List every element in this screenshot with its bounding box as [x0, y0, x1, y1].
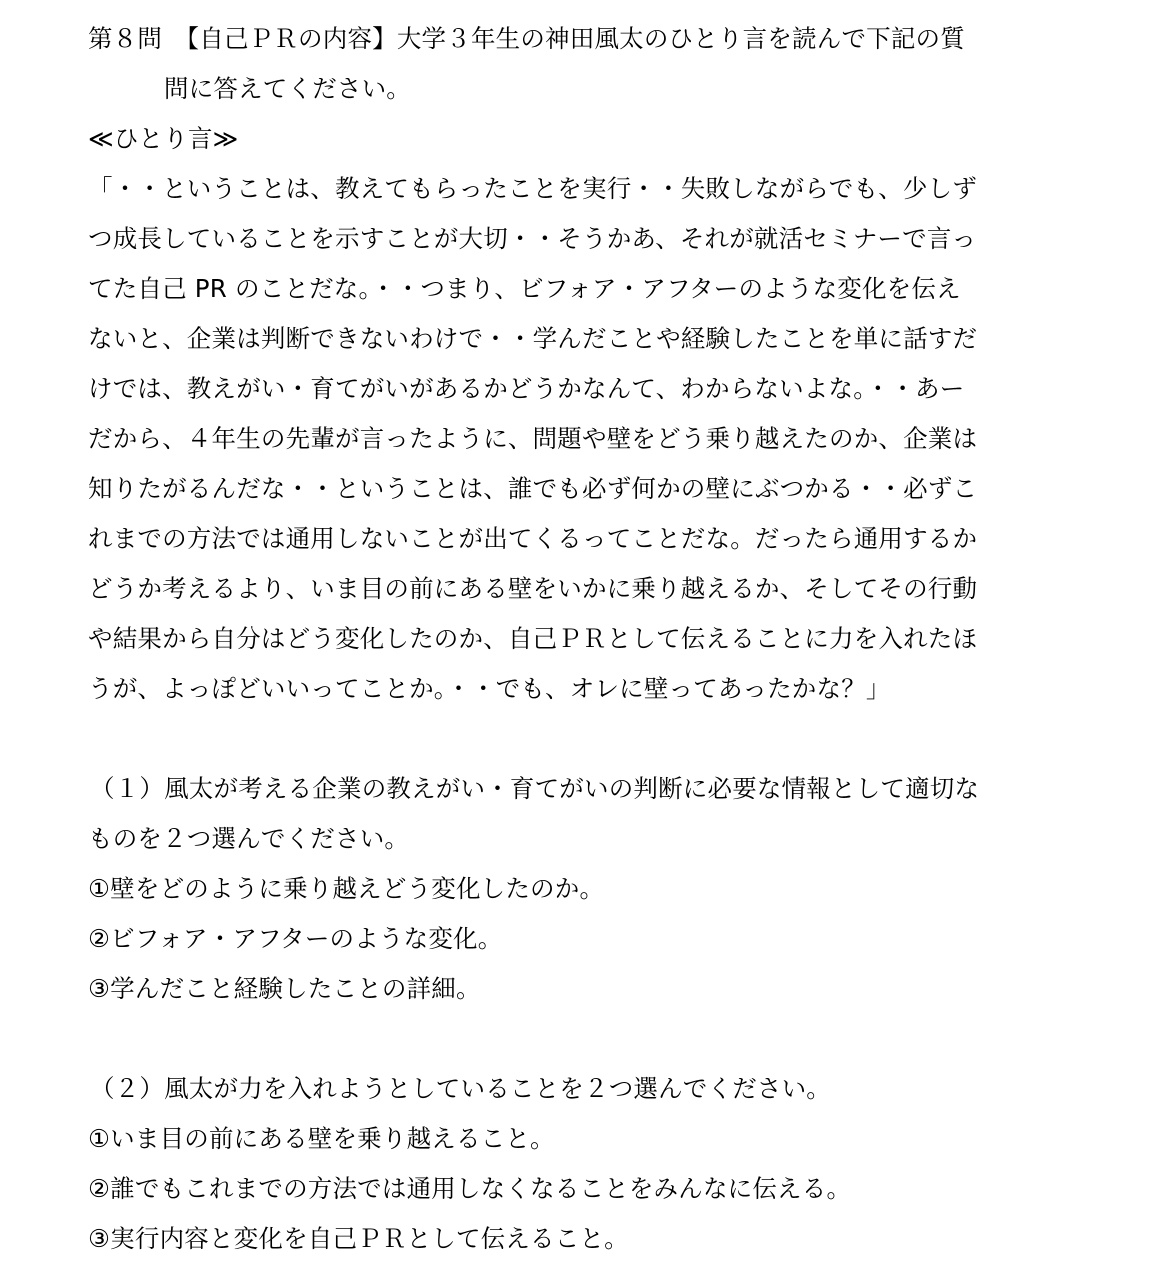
- monologue-line: つ成長していることを示すことが大切・・そうかあ、それが就活セミナーで言っ: [88, 224, 977, 253]
- spacer: [88, 714, 988, 764]
- answer-option: ②誰でもこれまでの方法では通用しなくなることをみんなに伝える。: [88, 1174, 852, 1203]
- answer-option: ③実行内容と変化を自己ＰＲとして伝えること。: [88, 1224, 629, 1253]
- monologue-line: や結果から自分はどう変化したのか、自己ＰＲとして伝えることに力を入れたほ: [88, 624, 978, 653]
- subquestion-1-text: （１）風太が考える企業の教えがい・育てがいの判断に必要な情報として適切な: [90, 774, 980, 803]
- answer-option: ②ビフォア・アフターのような変化。: [88, 924, 503, 953]
- answer-option: ①いま目の前にある壁を乗り越えること。: [88, 1124, 555, 1153]
- monologue-line: うが、よっぽどいいってことか。・・でも、オレに壁ってあったかな？」: [88, 674, 891, 703]
- monologue-line: だから、４年生の先輩が言ったように、問題や壁をどう乗り越えたのか、企業は: [88, 424, 978, 453]
- subquestion-1: [88, 764, 988, 1014]
- answer-option: ①壁をどのように乗り越えどう変化したのか。: [88, 874, 605, 903]
- subquestion-2-text: （２）風太が力を入れようとしていることを２つ選んでください。: [90, 1074, 831, 1103]
- spacer: [88, 1014, 988, 1064]
- question-title-continued: 問に答えてください。: [164, 74, 411, 103]
- question-title: 第８問 【自己ＰＲの内容】大学３年生の神田風太のひとり言を読んで下記の質: [88, 24, 965, 53]
- monologue-body: [88, 164, 988, 714]
- monologue-line: 「・・ということは、教えてもらったことを実行・・失敗しながらでも、少しず: [88, 174, 977, 203]
- monologue-line: 知りたがるんだな・・ということは、誰でも必ず何かの壁にぶつかる・・必ずこ: [88, 474, 978, 503]
- answer-option: ③学んだこと経験したことの詳細。: [88, 974, 481, 1003]
- monologue-heading: ≪ひとり言≫: [88, 124, 239, 153]
- monologue-line: けでは、教えがい・育てがいがあるかどうかなんて、わからないよな。・・あー: [88, 374, 965, 403]
- subquestion-2: [88, 1064, 988, 1264]
- monologue-line: てた自己 PR のことだな。・・つまり、ビフォア・アフターのような変化を伝え: [88, 274, 961, 303]
- monologue-line: ないと、企業は判断できないわけで・・学んだことや経験したことを単に話すだ: [88, 324, 978, 353]
- monologue-line: どうか考えるより、いま目の前にある壁をいかに乗り越えるか、そしてその行動: [88, 574, 978, 603]
- subquestion-1-text-continued: ものを２つ選んでください。: [88, 824, 410, 853]
- worksheet-page: [88, 14, 988, 1264]
- monologue-line: れまでの方法では通用しないことが出てくるってことだな。だったら通用するか: [88, 524, 978, 553]
